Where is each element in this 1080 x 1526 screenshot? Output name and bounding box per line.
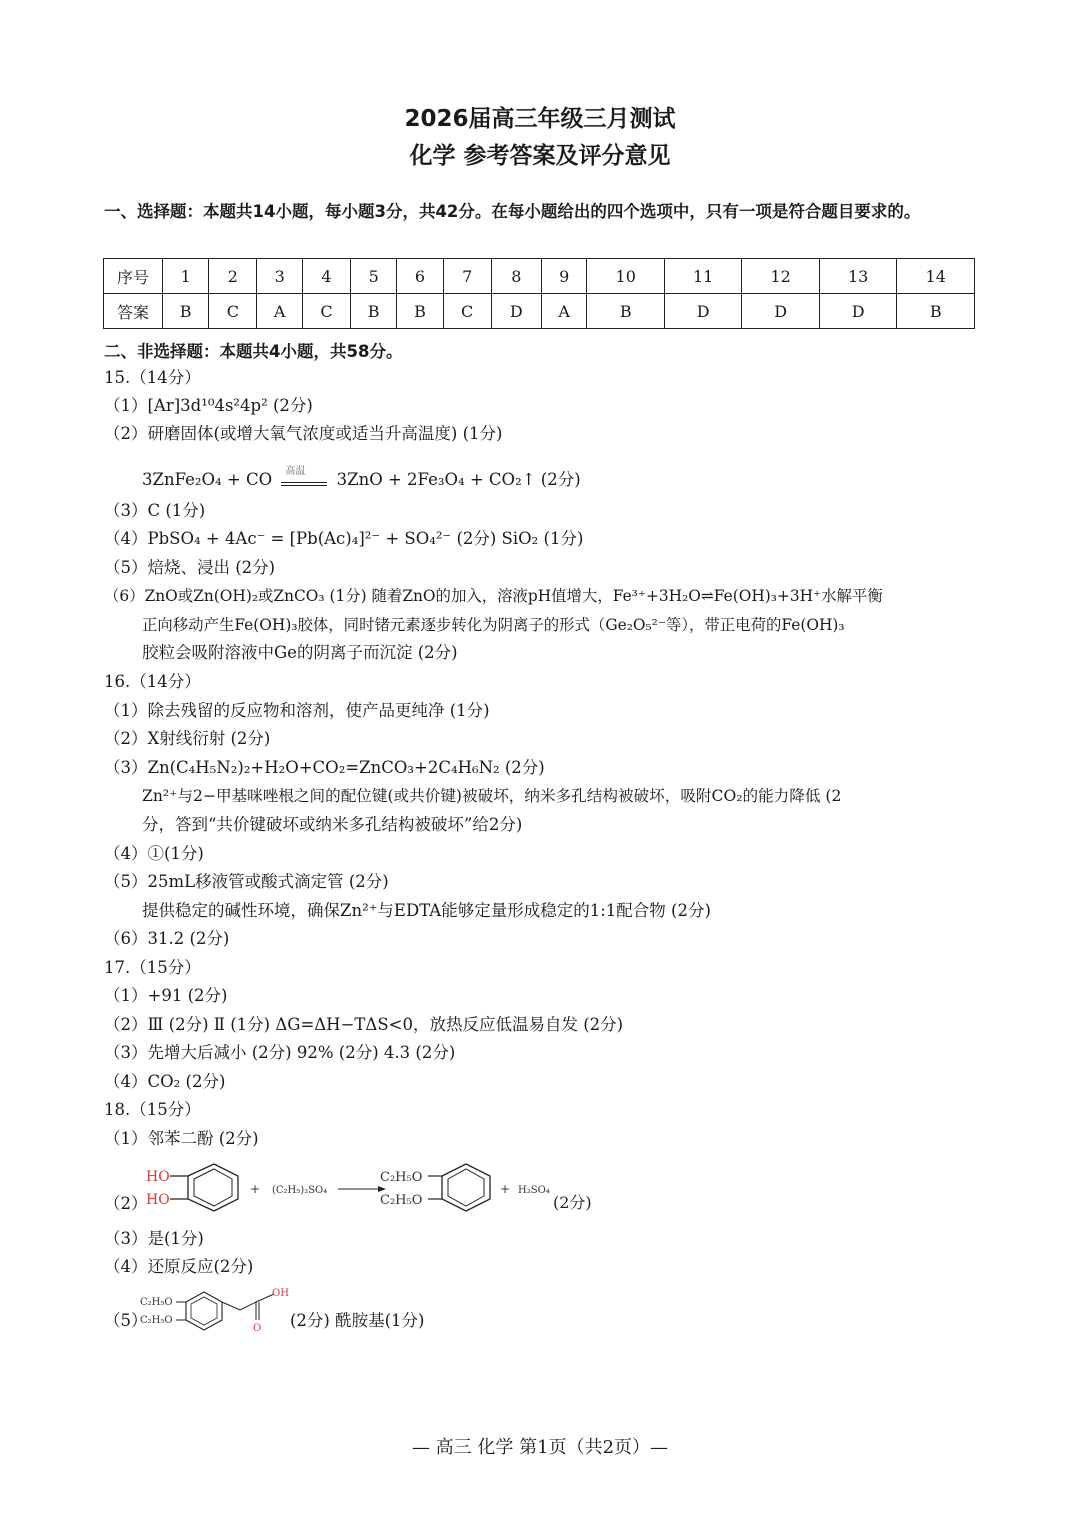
- table-cell: B: [163, 294, 209, 329]
- q15-equation: [142, 466, 581, 490]
- q18-part2-score: (2分): [553, 1193, 592, 1212]
- q16-part4: （4）①(1分): [104, 844, 204, 863]
- q16-heading: 16.（14分）: [104, 672, 201, 691]
- q18-part1: （1）邻苯二酚 (2分): [104, 1129, 259, 1148]
- table-cell: 11: [664, 259, 741, 294]
- q15-part1-label: （1）: [104, 396, 148, 415]
- q18-part5-label: （5）: [104, 1311, 148, 1330]
- section-1-heading: 一、选择题：本题共14小题，每小题3分，共42分。在每小题给出的四个选项中，只有一项是符合题目要求的。: [104, 202, 921, 221]
- table-cell: C: [209, 294, 257, 329]
- q18-heading: 18.（15分）: [104, 1100, 201, 1119]
- q18-part4: （4）还原反应(2分): [104, 1257, 254, 1276]
- q18-part2-label: （2）: [104, 1194, 148, 1213]
- table-cell: 10: [587, 259, 664, 294]
- q15-part6-line2: 正向移动产生Fe(OH)₃胶体，同时锗元素逐步转化为阴离子的形式（Ge₂O₅²⁻等），带正电荷的Fe(OH)₃: [142, 616, 845, 634]
- q15-part1: [104, 392, 313, 420]
- table-cell: D: [742, 294, 819, 329]
- q18-reaction-scheme: [140, 1156, 620, 1226]
- table-cell: D: [491, 294, 541, 329]
- table-cell: B: [897, 294, 975, 329]
- q16-part5: （5）25mL移液管或酸式滴定管 (2分): [104, 872, 389, 891]
- q15-part6-line1: （6）ZnO或Zn(OH)₂或ZnCO₃ (1分) 随着ZnO的加入，溶液pH值增大，Fe³⁺+3H₂O⇌Fe(OH)₃+3H⁺水解平衡: [104, 587, 883, 605]
- q17-part1: （1）+91 (2分): [104, 986, 228, 1005]
- table-cell: 3: [257, 259, 303, 294]
- table-cell: B: [351, 294, 397, 329]
- q16-part2: （2）X射线衍射 (2分): [104, 729, 271, 748]
- table-cell: A: [541, 294, 587, 329]
- equation-right: 3ZnO + 2Fe₃O₄ + CO₂↑ (2分): [336, 470, 581, 489]
- q15-heading: 15.（14分）: [104, 368, 201, 387]
- equation-condition: 高温: [285, 465, 306, 477]
- ethoxy-label-2: C₂H₅O: [380, 1193, 423, 1208]
- table-cell: C: [443, 294, 491, 329]
- page-footer: — 高三 化学 第1页（共2页）—: [411, 1437, 669, 1458]
- section-2-heading: 二、非选择题：本题共4小题，共58分。: [104, 342, 403, 361]
- ethoxy-label-1: C₂H₅O: [380, 1170, 423, 1185]
- ethoxy-label-1: C₂H₅O: [140, 1297, 173, 1308]
- q16-part3: （3）Zn(C₄H₅N₂)₂+H₂O+CO₂=ZnCO₃+2C₄H₆N₂ (2分): [104, 758, 545, 777]
- plus-sign-1: +: [250, 1182, 261, 1196]
- hydroxyl-label-2: HO: [146, 1192, 170, 1208]
- q16-part5-line2: 提供稳定的碱性环境，确保Zn²⁺与EDTA能够定量形成稳定的1:1配合物 (2分): [142, 901, 711, 920]
- table-cell: 8: [491, 259, 541, 294]
- table-cell: 1: [163, 259, 209, 294]
- page-subtitle: 化学 参考答案及评分意见: [409, 143, 671, 169]
- table-cell: C: [302, 294, 350, 329]
- ethoxy-label-2: C₂H₅O: [140, 1315, 173, 1326]
- benzene-ring: [442, 1164, 490, 1211]
- table-cell: B: [587, 294, 664, 329]
- q18-part3: （3）是(1分): [104, 1229, 204, 1248]
- table-header-answer: 答案: [104, 294, 163, 329]
- table-cell: 4: [302, 259, 350, 294]
- q15-part4: （4）PbSO₄ + 4Ac⁻ = [Pb(Ac)₄]²⁻ + SO₄²⁻ (2分) SiO₂ (1分): [104, 529, 584, 548]
- equation-arrow: [281, 465, 327, 490]
- q15-part3: （3）C (1分): [104, 501, 206, 520]
- table-cell: 6: [397, 259, 443, 294]
- reagent-label: (C₂H₅)₂SO₄: [272, 1185, 328, 1196]
- table-cell: 14: [897, 259, 975, 294]
- table-cell: 9: [541, 259, 587, 294]
- byproduct-label: H₂SO₄: [518, 1185, 550, 1196]
- hydroxyl-label-1: HO: [146, 1169, 170, 1185]
- table-row-answers: [104, 294, 975, 329]
- answer-table: [103, 258, 975, 329]
- table-cell: D: [664, 294, 741, 329]
- q15-part2: （2）研磨固体(或增大氧气浓度或适当升高温度) (1分): [104, 424, 503, 443]
- q15-part6-line3: 胶粒会吸附溶液中Ge的阴离子而沉淀 (2分): [142, 643, 458, 662]
- table-cell: 2: [209, 259, 257, 294]
- table-cell: 12: [742, 259, 819, 294]
- table-row-numbers: [104, 259, 975, 294]
- q15-part5: （5）焙烧、浸出 (2分): [104, 558, 276, 577]
- q16-part1: （1）除去残留的反应物和溶剂，使产品更纯净 (1分): [104, 701, 490, 720]
- plus-sign-2: +: [500, 1182, 511, 1196]
- q16-part3-line2: Zn²⁺与2−甲基咪唑根之间的配位键(或共价键)被破坏，纳米多孔结构被破坏，吸附CO₂的能力降低 (2: [142, 787, 842, 805]
- q17-heading: 17.（15分）: [104, 958, 201, 977]
- table-cell: 7: [443, 259, 491, 294]
- table-cell: D: [819, 294, 896, 329]
- benzene-ring: [188, 1164, 238, 1211]
- q16-part6: （6）31.2 (2分): [104, 929, 230, 948]
- q17-part3: （3）先增大后减小 (2分) 92% (2分) 4.3 (2分): [104, 1043, 456, 1062]
- hydroxyl-label: OH: [272, 1288, 289, 1299]
- table-header-number: 序号: [104, 259, 163, 294]
- carbonyl-oxygen-label: O: [253, 1323, 262, 1334]
- table-cell: A: [257, 294, 303, 329]
- q18-part5-structure: [140, 1284, 300, 1340]
- table-cell: 13: [819, 259, 896, 294]
- q16-part3-line3: 分，答到“共价键破坏或纳米多孔结构被破坏”给2分): [142, 815, 523, 834]
- equation-left: 3ZnFe₂O₄ + CO: [142, 470, 273, 489]
- table-cell: 5: [351, 259, 397, 294]
- q17-part2: （2）Ⅲ (2分) Ⅱ (1分) ΔG=ΔH−TΔS<0，放热反应低温易自发 (2分): [104, 1015, 624, 1034]
- table-cell: B: [397, 294, 443, 329]
- q18-part5-text: (2分) 酰胺基(1分): [290, 1311, 425, 1330]
- page-title: 2026届高三年级三月测试: [404, 106, 676, 132]
- q15-part1-text: [Ar]3d¹⁰4s²4p² (2分): [147, 396, 313, 415]
- q17-part4: （4）CO₂ (2分): [104, 1072, 226, 1091]
